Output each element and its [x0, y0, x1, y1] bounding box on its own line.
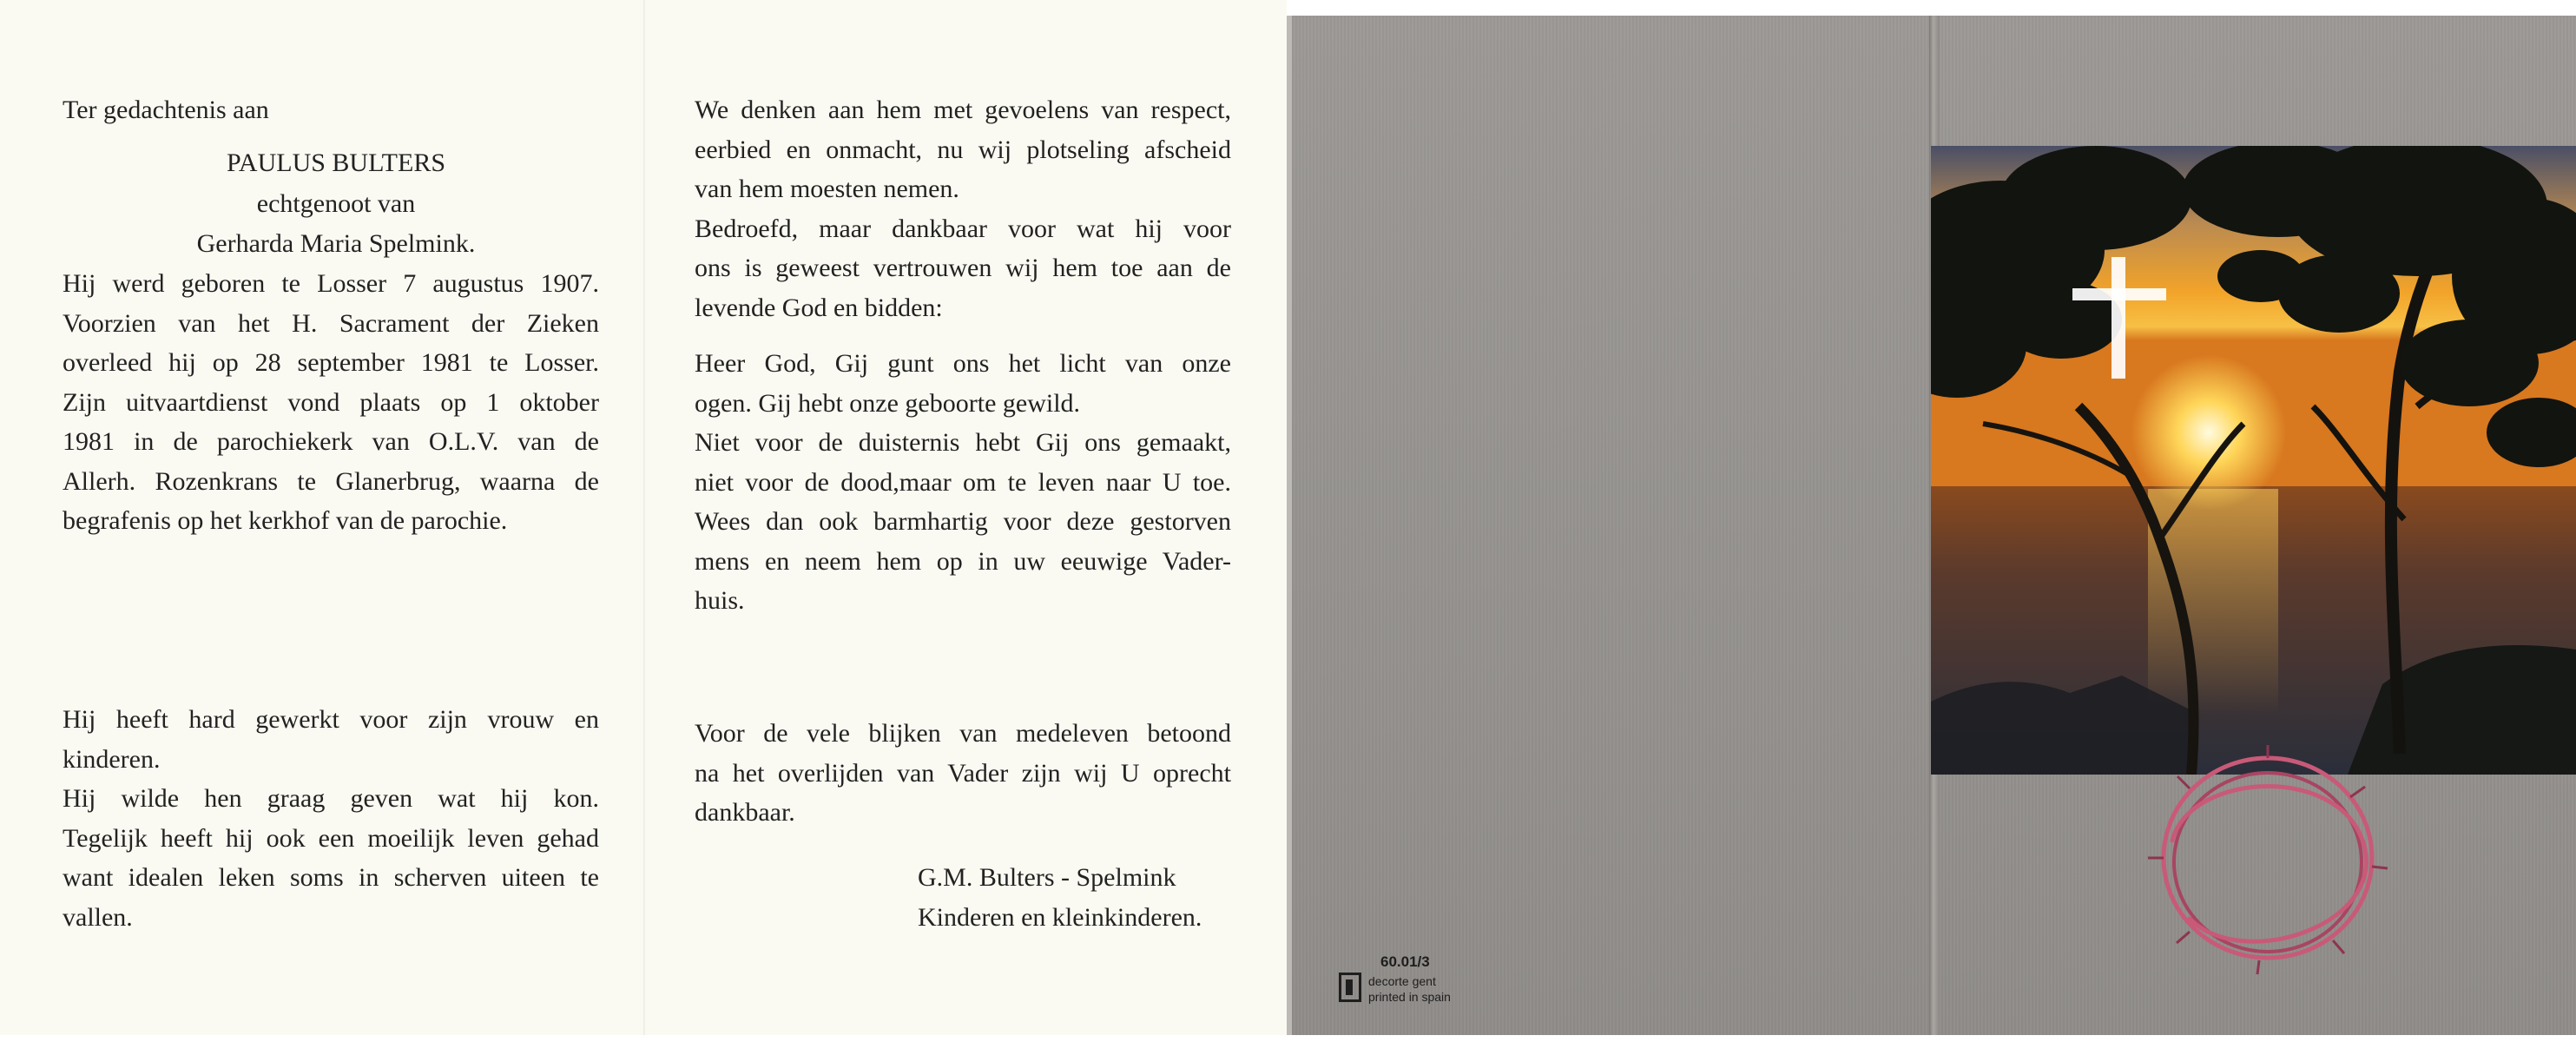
text-line: Allerh. Rozenkrans te Glanerbrug, waarna de	[63, 466, 599, 496]
thanks-block	[695, 714, 1231, 833]
text-line: huis.	[695, 586, 745, 615]
card-fold	[643, 0, 645, 1035]
prayer-block	[695, 344, 1231, 621]
crown-of-thorns-icon	[2138, 736, 2398, 979]
text-line: kinderen.	[63, 744, 161, 774]
text-line: Tegelijk heeft hij ook een moeilijk leven gehad	[63, 823, 599, 853]
text-line: vallen.	[63, 902, 133, 932]
text-line: Zijn uitvaartdienst vond plaats op 1 oktober	[63, 387, 599, 417]
text-line: Niet voor de duisternis hebt Gij ons gemaakt,	[695, 428, 1231, 457]
deceased-name: PAULUS BULTERS	[226, 148, 446, 177]
text-line: Heer God, Gij gunt ons het licht van onze	[695, 349, 1231, 378]
memorial-card-inside	[0, 0, 1287, 1035]
cross-icon	[2068, 257, 2172, 379]
card-edge	[1287, 16, 1292, 1035]
signature: G.M. Bulters - Spelmink	[918, 863, 1176, 892]
sunset-trees-image	[1931, 146, 2576, 775]
text-line: na het overlijden van Vader zijn wij U oprecht	[695, 758, 1231, 788]
intro-text: Ter gedachtenis aan	[63, 96, 269, 124]
text-line: eerbied en onmacht, nu wij plotseling afscheid	[695, 135, 1231, 164]
text-line: mens en neem hem op in uw eeuwige Vader-	[695, 546, 1231, 576]
printer-name: decorte gent	[1368, 974, 1436, 988]
text-line: want idealen leken soms in scherven uiteen te	[63, 863, 599, 892]
text-line: levende God en bidden:	[695, 293, 943, 322]
biography-block	[63, 264, 599, 541]
text-line: 1981 in de parochiekerk van O.L.V. van de	[63, 427, 599, 456]
text-line: Hij werd geboren te Losser 7 augustus 1907.	[63, 269, 599, 298]
text-line: Bedroefd, maar dankbaar voor wat hij voor	[695, 214, 1231, 243]
printer-logo-icon	[1339, 973, 1361, 1002]
printer-origin: printed in spain	[1368, 990, 1451, 1004]
text-line: ons is geweest vertrouwen wij hem toe aan de	[695, 254, 1231, 282]
respect-block	[695, 90, 1231, 327]
memorial-card-cover	[1287, 16, 2576, 1035]
text-line: We denken aan hem met gevoelens van respect,	[695, 96, 1231, 124]
text-line: overleed hij op 28 september 1981 te Losser.	[63, 348, 599, 377]
text-line: van hem moesten nemen.	[695, 175, 959, 203]
printer-code: 60.01/3	[1380, 953, 1430, 970]
text-line: Voorzien van het H. Sacrament der Zieken	[63, 308, 599, 338]
signature-sub: Kinderen en kleinkinderen.	[918, 903, 1202, 932]
text-line: dankbaar.	[695, 798, 795, 827]
text-line: niet voor de dood,maar om te leven naar U toe.	[695, 467, 1231, 497]
spouse-name: Gerharda Maria Spelmink.	[196, 229, 476, 258]
work-block	[63, 700, 599, 937]
text-line: Hij wilde hen graag geven wat hij kon.	[63, 784, 599, 813]
relation-text: echtgenoot van	[256, 189, 416, 218]
text-line: begrafenis op het kerkhof van de parochie.	[63, 506, 508, 535]
text-line: Voor de vele blijken van medeleven betoond	[695, 719, 1231, 748]
text-line: Hij heeft hard gewerkt voor zijn vrouw en	[63, 705, 599, 734]
text-line: Wees dan ook barmhartig voor deze gestorven	[695, 507, 1231, 536]
text-line: ogen. Gij hebt onze geboorte gewild.	[695, 388, 1081, 418]
